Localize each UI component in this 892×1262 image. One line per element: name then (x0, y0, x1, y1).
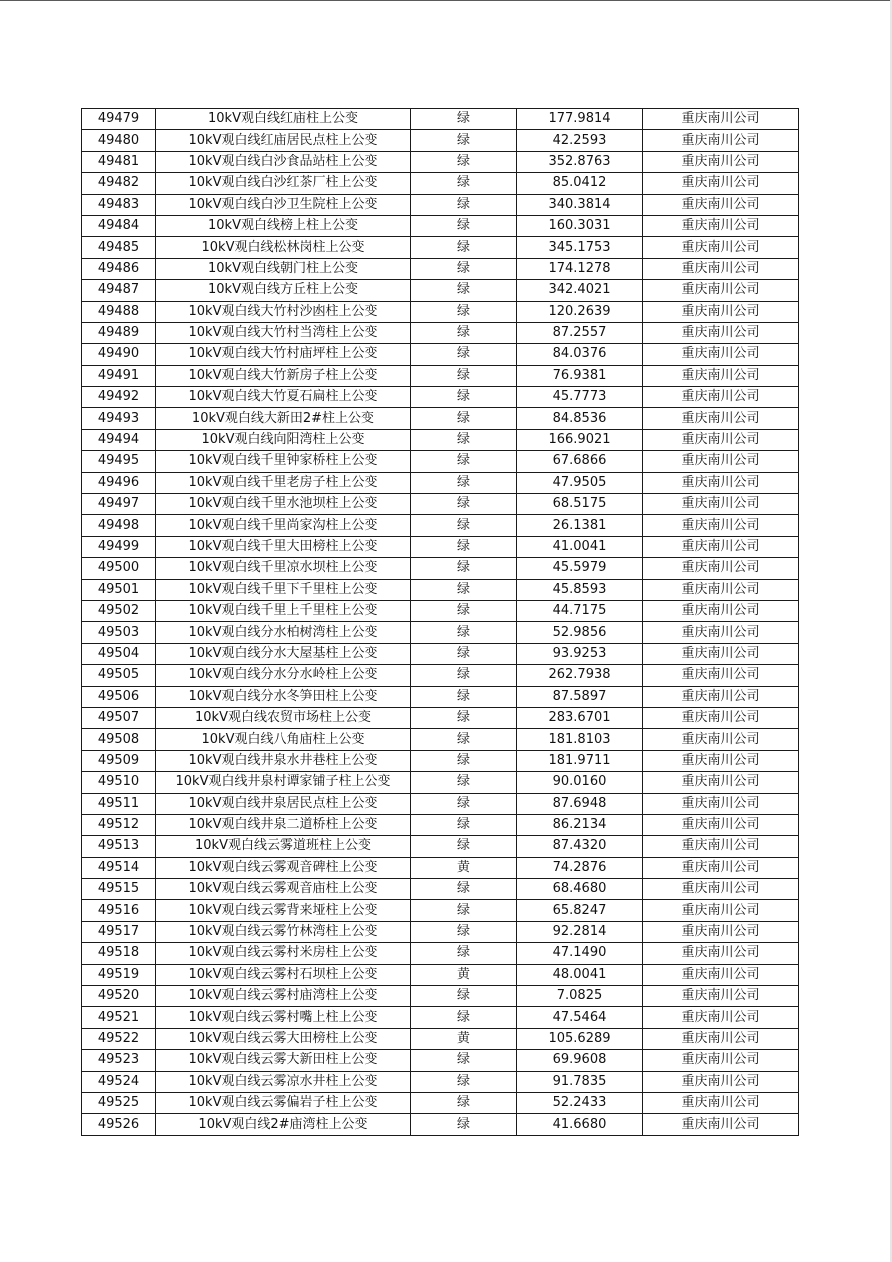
value-cell: 181.8103 (517, 729, 643, 750)
table-row (82, 1050, 799, 1071)
value-cell: 67.6866 (517, 451, 643, 472)
row-id-cell: 49526 (82, 1114, 156, 1135)
company-cell: 重庆南川公司 (643, 429, 799, 450)
table-row (82, 1028, 799, 1049)
transformer-name-cell: 10kV观白线井泉居民点柱上公变 (156, 793, 411, 814)
status-color-cell: 绿 (411, 1071, 517, 1092)
company-cell: 重庆南川公司 (643, 1028, 799, 1049)
status-color-cell: 绿 (411, 1092, 517, 1113)
table-row (82, 579, 799, 600)
status-color-cell: 绿 (411, 151, 517, 172)
value-cell: 42.2593 (517, 130, 643, 151)
value-cell: 41.6680 (517, 1114, 643, 1135)
page-top-border (0, 0, 892, 1)
status-color-cell: 绿 (411, 387, 517, 408)
value-cell: 68.4680 (517, 879, 643, 900)
company-cell: 重庆南川公司 (643, 322, 799, 343)
company-cell: 重庆南川公司 (643, 494, 799, 515)
table-row (82, 130, 799, 151)
value-cell: 65.8247 (517, 900, 643, 921)
table-row (82, 387, 799, 408)
company-cell: 重庆南川公司 (643, 986, 799, 1007)
table-row (82, 558, 799, 579)
transformer-name-cell: 10kV观白线云雾偏岩子柱上公变 (156, 1092, 411, 1113)
status-color-cell: 绿 (411, 1114, 517, 1135)
table-row (82, 451, 799, 472)
table-row (82, 215, 799, 236)
status-color-cell: 绿 (411, 900, 517, 921)
row-id-cell: 49483 (82, 194, 156, 215)
status-color-cell: 绿 (411, 665, 517, 686)
value-cell: 85.0412 (517, 173, 643, 194)
row-id-cell: 49516 (82, 900, 156, 921)
company-cell: 重庆南川公司 (643, 130, 799, 151)
transformer-name-cell: 10kV观白线井泉村谭家铺子柱上公变 (156, 772, 411, 793)
company-cell: 重庆南川公司 (643, 579, 799, 600)
row-id-cell: 49491 (82, 365, 156, 386)
status-color-cell: 绿 (411, 515, 517, 536)
company-cell: 重庆南川公司 (643, 408, 799, 429)
table-row (82, 515, 799, 536)
status-color-cell: 绿 (411, 707, 517, 728)
transformer-name-cell: 10kV观白线云雾村庙湾柱上公变 (156, 986, 411, 1007)
transformer-table (81, 108, 799, 1136)
company-cell: 重庆南川公司 (643, 387, 799, 408)
company-cell: 重庆南川公司 (643, 194, 799, 215)
row-id-cell: 49509 (82, 750, 156, 771)
row-id-cell: 49517 (82, 921, 156, 942)
table-row (82, 472, 799, 493)
status-color-cell: 绿 (411, 301, 517, 322)
value-cell: 340.3814 (517, 194, 643, 215)
company-cell: 重庆南川公司 (643, 1007, 799, 1028)
transformer-name-cell: 10kV观白线千里尚家沟柱上公变 (156, 515, 411, 536)
row-id-cell: 49510 (82, 772, 156, 793)
value-cell: 47.1490 (517, 943, 643, 964)
status-color-cell: 绿 (411, 814, 517, 835)
value-cell: 47.5464 (517, 1007, 643, 1028)
transformer-name-cell: 10kV观白线云雾大新田柱上公变 (156, 1050, 411, 1071)
row-id-cell: 49498 (82, 515, 156, 536)
company-cell: 重庆南川公司 (643, 665, 799, 686)
status-color-cell: 绿 (411, 729, 517, 750)
row-id-cell: 49502 (82, 600, 156, 621)
row-id-cell: 49479 (82, 109, 156, 130)
value-cell: 174.1278 (517, 258, 643, 279)
value-cell: 181.9711 (517, 750, 643, 771)
transformer-name-cell: 10kV观白线云雾观音庙柱上公变 (156, 879, 411, 900)
table-row (82, 857, 799, 878)
company-cell: 重庆南川公司 (643, 729, 799, 750)
status-color-cell: 绿 (411, 258, 517, 279)
transformer-name-cell: 10kV观白线千里上千里柱上公变 (156, 600, 411, 621)
value-cell: 160.3031 (517, 215, 643, 236)
status-color-cell: 绿 (411, 536, 517, 557)
transformer-name-cell: 10kV观白线白沙红茶厂柱上公变 (156, 173, 411, 194)
row-id-cell: 49518 (82, 943, 156, 964)
row-id-cell: 49489 (82, 322, 156, 343)
status-color-cell: 绿 (411, 836, 517, 857)
value-cell: 68.5175 (517, 494, 643, 515)
status-color-cell: 绿 (411, 429, 517, 450)
table-row (82, 1092, 799, 1113)
row-id-cell: 49505 (82, 665, 156, 686)
status-color-cell: 绿 (411, 750, 517, 771)
table-row (82, 600, 799, 621)
table-row (82, 194, 799, 215)
transformer-name-cell: 10kV观白线云雾村嘴上柱上公变 (156, 1007, 411, 1028)
value-cell: 87.4320 (517, 836, 643, 857)
company-cell: 重庆南川公司 (643, 151, 799, 172)
row-id-cell: 49482 (82, 173, 156, 194)
table-row (82, 836, 799, 857)
table-row (82, 301, 799, 322)
table-row (82, 750, 799, 771)
transformer-name-cell: 10kV观白线云雾观音碑柱上公变 (156, 857, 411, 878)
status-color-cell: 绿 (411, 879, 517, 900)
row-id-cell: 49485 (82, 237, 156, 258)
table-row (82, 237, 799, 258)
table-row (82, 686, 799, 707)
value-cell: 47.9505 (517, 472, 643, 493)
company-cell: 重庆南川公司 (643, 365, 799, 386)
transformer-name-cell: 10kV观白线向阳湾柱上公变 (156, 429, 411, 450)
transformer-name-cell: 10kV观白线云雾村石坝柱上公变 (156, 964, 411, 985)
table-row (82, 280, 799, 301)
company-cell: 重庆南川公司 (643, 707, 799, 728)
transformer-name-cell: 10kV观白线井泉二道桥柱上公变 (156, 814, 411, 835)
company-cell: 重庆南川公司 (643, 943, 799, 964)
table-row (82, 921, 799, 942)
table-row (82, 322, 799, 343)
value-cell: 69.9608 (517, 1050, 643, 1071)
company-cell: 重庆南川公司 (643, 643, 799, 664)
status-color-cell: 绿 (411, 1050, 517, 1071)
value-cell: 7.0825 (517, 986, 643, 1007)
company-cell: 重庆南川公司 (643, 280, 799, 301)
value-cell: 345.1753 (517, 237, 643, 258)
table-row (82, 173, 799, 194)
company-cell: 重庆南川公司 (643, 772, 799, 793)
table-row (82, 109, 799, 130)
row-id-cell: 49496 (82, 472, 156, 493)
table-row (82, 365, 799, 386)
company-cell: 重庆南川公司 (643, 793, 799, 814)
company-cell: 重庆南川公司 (643, 344, 799, 365)
row-id-cell: 49486 (82, 258, 156, 279)
value-cell: 45.5979 (517, 558, 643, 579)
status-color-cell: 绿 (411, 408, 517, 429)
transformer-name-cell: 10kV观白线千里钟家桥柱上公变 (156, 451, 411, 472)
table-row (82, 772, 799, 793)
row-id-cell: 49520 (82, 986, 156, 1007)
status-color-cell: 黄 (411, 964, 517, 985)
value-cell: 48.0041 (517, 964, 643, 985)
transformer-name-cell: 10kV观白线红庙居民点柱上公变 (156, 130, 411, 151)
status-color-cell: 绿 (411, 130, 517, 151)
value-cell: 45.8593 (517, 579, 643, 600)
status-color-cell: 绿 (411, 622, 517, 643)
transformer-name-cell: 10kV观白线分水冬笋田柱上公变 (156, 686, 411, 707)
status-color-cell: 绿 (411, 237, 517, 258)
value-cell: 84.0376 (517, 344, 643, 365)
value-cell: 105.6289 (517, 1028, 643, 1049)
row-id-cell: 49523 (82, 1050, 156, 1071)
transformer-name-cell: 10kV观白线白沙卫生院柱上公变 (156, 194, 411, 215)
company-cell: 重庆南川公司 (643, 472, 799, 493)
status-color-cell: 绿 (411, 472, 517, 493)
table-row (82, 665, 799, 686)
company-cell: 重庆南川公司 (643, 622, 799, 643)
status-color-cell: 绿 (411, 494, 517, 515)
status-color-cell: 绿 (411, 109, 517, 130)
row-id-cell: 49499 (82, 536, 156, 557)
company-cell: 重庆南川公司 (643, 1092, 799, 1113)
row-id-cell: 49525 (82, 1092, 156, 1113)
row-id-cell: 49484 (82, 215, 156, 236)
transformer-name-cell: 10kV观白线朝门柱上公变 (156, 258, 411, 279)
value-cell: 93.9253 (517, 643, 643, 664)
table-row (82, 729, 799, 750)
table-row (82, 943, 799, 964)
transformer-name-cell: 10kV观白线八角庙柱上公变 (156, 729, 411, 750)
transformer-name-cell: 10kV观白线千里大田榜柱上公变 (156, 536, 411, 557)
transformer-name-cell: 10kV观白线方丘柱上公变 (156, 280, 411, 301)
transformer-name-cell: 10kV观白线云雾村米房柱上公变 (156, 943, 411, 964)
company-cell: 重庆南川公司 (643, 301, 799, 322)
transformer-name-cell: 10kV观白线大竹夏石扁柱上公变 (156, 387, 411, 408)
company-cell: 重庆南川公司 (643, 964, 799, 985)
transformer-name-cell: 10kV观白线大竹村沙凼柱上公变 (156, 301, 411, 322)
company-cell: 重庆南川公司 (643, 600, 799, 621)
row-id-cell: 49514 (82, 857, 156, 878)
transformer-name-cell: 10kV观白线云雾大田榜柱上公变 (156, 1028, 411, 1049)
transformer-name-cell: 10kV观白线云雾竹林湾柱上公变 (156, 921, 411, 942)
value-cell: 52.2433 (517, 1092, 643, 1113)
row-id-cell: 49488 (82, 301, 156, 322)
company-cell: 重庆南川公司 (643, 109, 799, 130)
company-cell: 重庆南川公司 (643, 686, 799, 707)
status-color-cell: 绿 (411, 344, 517, 365)
row-id-cell: 49500 (82, 558, 156, 579)
table-row (82, 879, 799, 900)
table-row (82, 344, 799, 365)
company-cell: 重庆南川公司 (643, 558, 799, 579)
table-row (82, 1114, 799, 1135)
value-cell: 90.0160 (517, 772, 643, 793)
value-cell: 86.2134 (517, 814, 643, 835)
status-color-cell: 绿 (411, 643, 517, 664)
transformer-name-cell: 10kV观白线分水分水岭柱上公变 (156, 665, 411, 686)
transformer-name-cell: 10kV观白线云雾道班柱上公变 (156, 836, 411, 857)
status-color-cell: 绿 (411, 558, 517, 579)
row-id-cell: 49506 (82, 686, 156, 707)
row-id-cell: 49503 (82, 622, 156, 643)
value-cell: 84.8536 (517, 408, 643, 429)
row-id-cell: 49490 (82, 344, 156, 365)
status-color-cell: 绿 (411, 322, 517, 343)
status-color-cell: 绿 (411, 194, 517, 215)
table-row (82, 429, 799, 450)
table-row (82, 408, 799, 429)
row-id-cell: 49487 (82, 280, 156, 301)
status-color-cell: 绿 (411, 365, 517, 386)
table-row (82, 258, 799, 279)
company-cell: 重庆南川公司 (643, 215, 799, 236)
row-id-cell: 49513 (82, 836, 156, 857)
company-cell: 重庆南川公司 (643, 515, 799, 536)
row-id-cell: 49494 (82, 429, 156, 450)
row-id-cell: 49497 (82, 494, 156, 515)
value-cell: 52.9856 (517, 622, 643, 643)
row-id-cell: 49508 (82, 729, 156, 750)
transformer-name-cell: 10kV观白线松林岗柱上公变 (156, 237, 411, 258)
table-row (82, 536, 799, 557)
value-cell: 177.9814 (517, 109, 643, 130)
value-cell: 262.7938 (517, 665, 643, 686)
value-cell: 342.4021 (517, 280, 643, 301)
company-cell: 重庆南川公司 (643, 1114, 799, 1135)
row-id-cell: 49504 (82, 643, 156, 664)
value-cell: 352.8763 (517, 151, 643, 172)
status-color-cell: 黄 (411, 857, 517, 878)
transformer-name-cell: 10kV观白线红庙柱上公变 (156, 109, 411, 130)
value-cell: 92.2814 (517, 921, 643, 942)
status-color-cell: 绿 (411, 451, 517, 472)
status-color-cell: 绿 (411, 986, 517, 1007)
company-cell: 重庆南川公司 (643, 900, 799, 921)
table-row (82, 494, 799, 515)
transformer-name-cell: 10kV观白线大竹村庙坪柱上公变 (156, 344, 411, 365)
company-cell: 重庆南川公司 (643, 258, 799, 279)
status-color-cell: 绿 (411, 173, 517, 194)
row-id-cell: 49524 (82, 1071, 156, 1092)
value-cell: 166.9021 (517, 429, 643, 450)
value-cell: 283.6701 (517, 707, 643, 728)
transformer-name-cell: 10kV观白线千里水池坝柱上公变 (156, 494, 411, 515)
value-cell: 74.2876 (517, 857, 643, 878)
row-id-cell: 49480 (82, 130, 156, 151)
transformer-name-cell: 10kV观白线千里下千里柱上公变 (156, 579, 411, 600)
status-color-cell: 绿 (411, 793, 517, 814)
company-cell: 重庆南川公司 (643, 750, 799, 771)
status-color-cell: 黄 (411, 1028, 517, 1049)
row-id-cell: 49481 (82, 151, 156, 172)
status-color-cell: 绿 (411, 600, 517, 621)
transformer-name-cell: 10kV观白线农贸市场柱上公变 (156, 707, 411, 728)
row-id-cell: 49512 (82, 814, 156, 835)
table-row (82, 1071, 799, 1092)
status-color-cell: 绿 (411, 280, 517, 301)
transformer-name-cell: 10kV观白线大竹新房子柱上公变 (156, 365, 411, 386)
row-id-cell: 49519 (82, 964, 156, 985)
status-color-cell: 绿 (411, 943, 517, 964)
row-id-cell: 49521 (82, 1007, 156, 1028)
value-cell: 45.7773 (517, 387, 643, 408)
status-color-cell: 绿 (411, 1007, 517, 1028)
company-cell: 重庆南川公司 (643, 836, 799, 857)
company-cell: 重庆南川公司 (643, 814, 799, 835)
row-id-cell: 49507 (82, 707, 156, 728)
row-id-cell: 49501 (82, 579, 156, 600)
value-cell: 120.2639 (517, 301, 643, 322)
row-id-cell: 49492 (82, 387, 156, 408)
status-color-cell: 绿 (411, 215, 517, 236)
transformer-name-cell: 10kV观白线大竹村当湾柱上公变 (156, 322, 411, 343)
transformer-name-cell: 10kV观白线2#庙湾柱上公变 (156, 1114, 411, 1135)
status-color-cell: 绿 (411, 686, 517, 707)
value-cell: 26.1381 (517, 515, 643, 536)
row-id-cell: 49515 (82, 879, 156, 900)
company-cell: 重庆南川公司 (643, 857, 799, 878)
table-row (82, 793, 799, 814)
transformer-name-cell: 10kV观白线大新田2#柱上公变 (156, 408, 411, 429)
company-cell: 重庆南川公司 (643, 879, 799, 900)
row-id-cell: 49495 (82, 451, 156, 472)
transformer-name-cell: 10kV观白线千里老房子柱上公变 (156, 472, 411, 493)
row-id-cell: 49511 (82, 793, 156, 814)
table-row (82, 622, 799, 643)
table-row (82, 814, 799, 835)
row-id-cell: 49493 (82, 408, 156, 429)
status-color-cell: 绿 (411, 579, 517, 600)
value-cell: 87.2557 (517, 322, 643, 343)
transformer-name-cell: 10kV观白线千里凉水坝柱上公变 (156, 558, 411, 579)
value-cell: 44.7175 (517, 600, 643, 621)
table-row (82, 1007, 799, 1028)
table-row (82, 643, 799, 664)
table-row (82, 986, 799, 1007)
row-id-cell: 49522 (82, 1028, 156, 1049)
transformer-name-cell: 10kV观白线白沙食品站柱上公变 (156, 151, 411, 172)
table-row (82, 900, 799, 921)
transformer-name-cell: 10kV观白线分水大屋基柱上公变 (156, 643, 411, 664)
table-row (82, 964, 799, 985)
transformer-name-cell: 10kV观白线云雾背来垭柱上公变 (156, 900, 411, 921)
transformer-name-cell: 10kV观白线分水柏树湾柱上公变 (156, 622, 411, 643)
company-cell: 重庆南川公司 (643, 1050, 799, 1071)
company-cell: 重庆南川公司 (643, 173, 799, 194)
value-cell: 41.0041 (517, 536, 643, 557)
transformer-name-cell: 10kV观白线井泉水井巷柱上公变 (156, 750, 411, 771)
company-cell: 重庆南川公司 (643, 1071, 799, 1092)
status-color-cell: 绿 (411, 772, 517, 793)
table-row (82, 707, 799, 728)
company-cell: 重庆南川公司 (643, 921, 799, 942)
status-color-cell: 绿 (411, 921, 517, 942)
transformer-name-cell: 10kV观白线榜上柱上公变 (156, 215, 411, 236)
transformer-name-cell: 10kV观白线云雾凉水井柱上公变 (156, 1071, 411, 1092)
table-row (82, 151, 799, 172)
value-cell: 91.7835 (517, 1071, 643, 1092)
company-cell: 重庆南川公司 (643, 451, 799, 472)
value-cell: 87.5897 (517, 686, 643, 707)
company-cell: 重庆南川公司 (643, 536, 799, 557)
table-body (82, 109, 799, 1136)
company-cell: 重庆南川公司 (643, 237, 799, 258)
value-cell: 76.9381 (517, 365, 643, 386)
value-cell: 87.6948 (517, 793, 643, 814)
